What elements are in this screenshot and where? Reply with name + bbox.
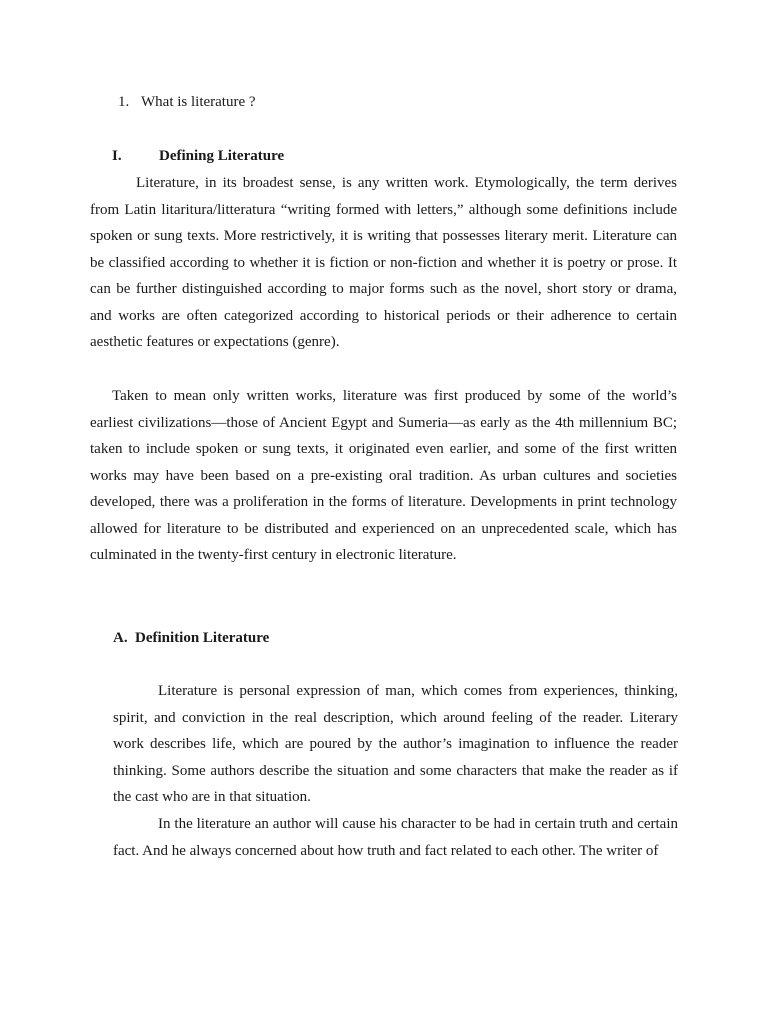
question-number: 1. — [118, 94, 130, 110]
question-text: What is literature ? — [141, 94, 256, 110]
subsection-paragraph-2: In the literature an author will cause his character to be had in certain truth and certain fact. And he always concerned about how truth and fact related to each other. The writer of — [113, 816, 678, 859]
subsection-number: A. — [113, 630, 128, 646]
subsection-heading — [113, 628, 269, 648]
question-item — [118, 92, 256, 112]
subsection-title: Definition Literature — [135, 630, 270, 646]
section-paragraph-2: Taken to mean only written works, literature was first produced by some of the world’s earliest civilizations—those of Ancient Egypt and Sumeria—as early as the 4th millennium BC; taken to include spoken or sung texts, it originated even earlier, and some of the first written works may have been based on a pre-existing oral tradition. As urban cultures and societies developed, there was a proliferation in the forms of literature. Developments in print technology allowed for literature to be distributed and experienced on an unprecedented scale, which has culminated in the twenty-first century in electronic literature. — [90, 388, 677, 563]
section-paragraph-1: Literature, in its broadest sense, is any written work. Etymologically, the term derives from Latin litaritura/litteratura “writing formed with letters,” although some definitions include spoken or sung texts. More restrictively, it is writing that possesses literary merit. Literature can be classified according to whether it is fiction or non-fiction and whether it is poetry or prose. It can be further distinguished according to major forms such as the novel, short story or drama, and works are often categorized according to historical periods or their adherence to certain aesthetic features or expectations (genre). — [90, 175, 677, 350]
subsection-paragraph-1: Literature is personal expression of man, which comes from experiences, thinking, spirit, and conviction in the real description, which around feeling of the reader. Literary work describes life, which are poured by the author’s imagination to influence the reader thinking. Some authors describe the situation and some characters that make the reader as if the cast who are in that situation. — [113, 683, 678, 805]
section-number: I. — [112, 148, 122, 164]
section-heading — [112, 146, 284, 166]
section-title: Defining Literature — [159, 148, 285, 164]
